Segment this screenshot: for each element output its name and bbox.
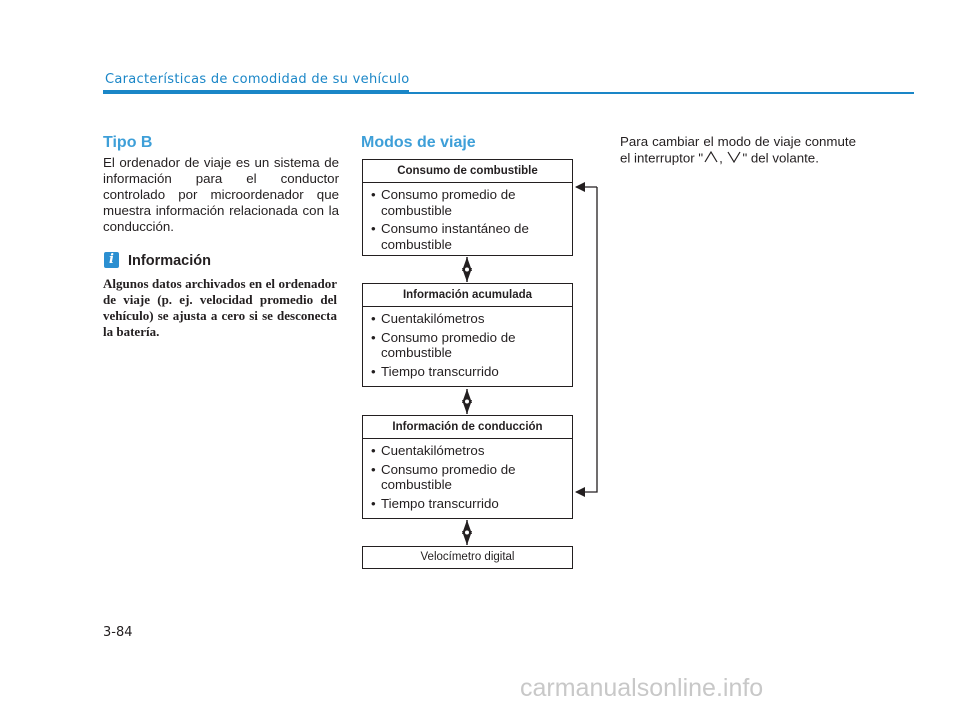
bullet-glyph: •: [371, 187, 376, 202]
bullet-glyph: •: [371, 461, 376, 477]
loop-arrow-icon: [576, 187, 597, 492]
list-item: • Cuentakilómetros: [371, 311, 485, 326]
list-item: • Consumo instantáneo de combustible: [371, 221, 529, 252]
double-arrow-icon: [462, 389, 472, 414]
list-item: • Tiempo transcurrido: [371, 495, 499, 511]
list-item: • Consumo promedio de combustible: [371, 329, 516, 360]
mode-switch-paragraph: Para cambiar el modo de viaje conmute el interruptor " , " del volante.: [620, 134, 856, 168]
bullet-glyph: •: [371, 495, 376, 511]
bullet-glyph: •: [371, 329, 376, 345]
list-item: • Tiempo transcurrido: [371, 363, 499, 379]
section-header-title: Características de comodidad de su vehículo: [105, 72, 410, 87]
bullet-glyph: •: [371, 363, 376, 379]
up-chevron-icon: [703, 150, 719, 168]
mode-box-title: Información acumulada: [363, 284, 572, 307]
info-icon: i: [104, 252, 119, 268]
list-item: • Consumo promedio de combustible: [371, 461, 516, 492]
double-arrow-icon: [462, 520, 472, 545]
watermark: carmanualsonline.info: [520, 674, 764, 702]
list-item: • Cuentakilómetros: [371, 443, 485, 458]
page-number: 3-84: [103, 625, 133, 640]
double-arrow-icon: [462, 257, 472, 282]
heading-tipo-b: Tipo B: [103, 134, 153, 151]
bullet-glyph: •: [371, 221, 376, 236]
bullet-glyph: •: [371, 311, 376, 326]
bullet-glyph: •: [371, 443, 376, 458]
mode-box-title: Consumo de combustible: [363, 160, 572, 183]
intro-paragraph: El ordenador de viaje es un sistema de información para el conductor controlado por microordenador que muestra información relacionada con la conducción.: [103, 155, 339, 234]
speedometer-box: Velocímetro digital: [362, 546, 573, 569]
down-chevron-icon: [726, 150, 742, 168]
heading-modos-de-viaje: Modos de viaje: [361, 134, 476, 151]
mode-box-title: Información de conducción: [363, 416, 572, 439]
info-text: Algunos datos archivados en el ordenador de viaje (p. ej. velocidad promedio del vehículo) se ajusta a cero si se desconecta la batería.: [103, 276, 337, 339]
info-title: Información: [128, 253, 211, 269]
list-item: • Consumo promedio de combustible: [371, 187, 516, 218]
